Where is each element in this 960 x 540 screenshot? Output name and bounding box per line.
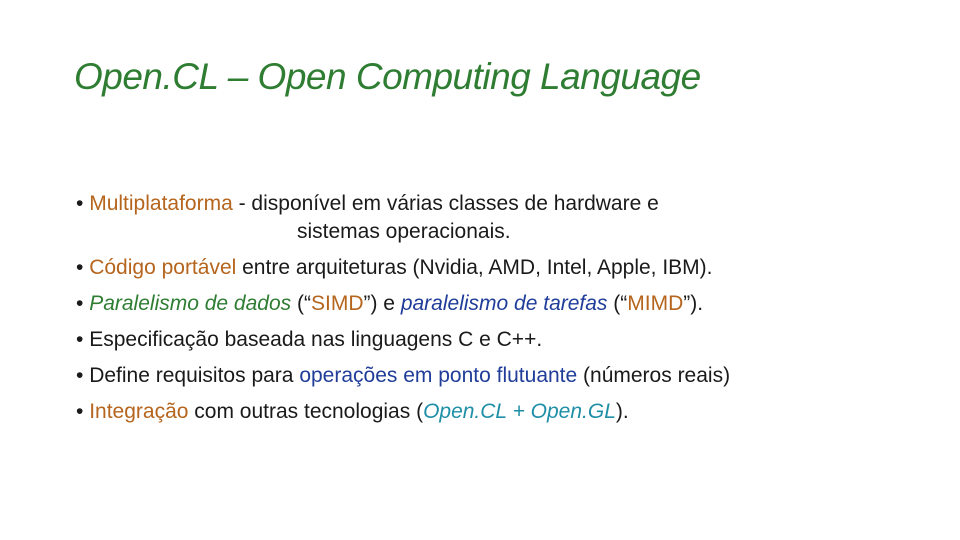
keyword-mimd: MIMD (627, 292, 684, 315)
item-text: (números reais) (577, 364, 731, 387)
bullet-item-codigo-portavel (76, 250, 926, 286)
bullet-marker: • (76, 328, 84, 351)
bullet-marker: • (76, 364, 84, 387)
bullet-list (76, 186, 926, 430)
item-text: entre arquiteturas (Nvidia, AMD, Intel, Apple, IBM). (236, 256, 713, 279)
bullet-item-especificacao (76, 322, 926, 358)
keyword-multiplataforma: Multiplataforma (89, 192, 233, 215)
item-text: Especificação baseada nas linguagens C e C++. (89, 328, 543, 351)
bullet-marker: • (76, 256, 84, 279)
bullet-marker: • (76, 292, 84, 315)
item-text: (“ (291, 292, 311, 315)
item-text: ”). (683, 292, 704, 315)
keyword-opencl-opengl: Open.CL + Open.GL (423, 400, 616, 423)
bullet-item-ponto-flutuante (76, 358, 926, 394)
item-text: ”) e (363, 292, 401, 315)
bullet-item-paralelismo (76, 286, 926, 322)
keyword-operacoes-ponto-flutuante: operações em ponto flutuante (299, 364, 578, 387)
item-text: ). (615, 400, 629, 423)
keyword-paralelismo-de-dados: Paralelismo de dados (89, 292, 292, 315)
item-text: - disponível em várias classes de hardware e (232, 192, 659, 215)
bullet-marker: • (76, 400, 84, 423)
keyword-integracao: Integração (89, 400, 189, 423)
item-text: (“ (607, 292, 628, 315)
bullet-item-integracao (76, 394, 926, 430)
keyword-paralelismo-de-tarefas: paralelismo de tarefas (400, 292, 608, 315)
keyword-simd: SIMD (310, 292, 364, 315)
item-text: com outras tecnologias ( (188, 400, 424, 423)
bullet-marker: • (76, 192, 84, 215)
item-text: Define requisitos para (89, 364, 300, 387)
slide-title: Open.CL – Open Computing Language (74, 56, 701, 97)
item-text-continuation: sistemas operacionais. (297, 220, 511, 243)
keyword-codigo-portavel: Código portável (89, 256, 237, 279)
